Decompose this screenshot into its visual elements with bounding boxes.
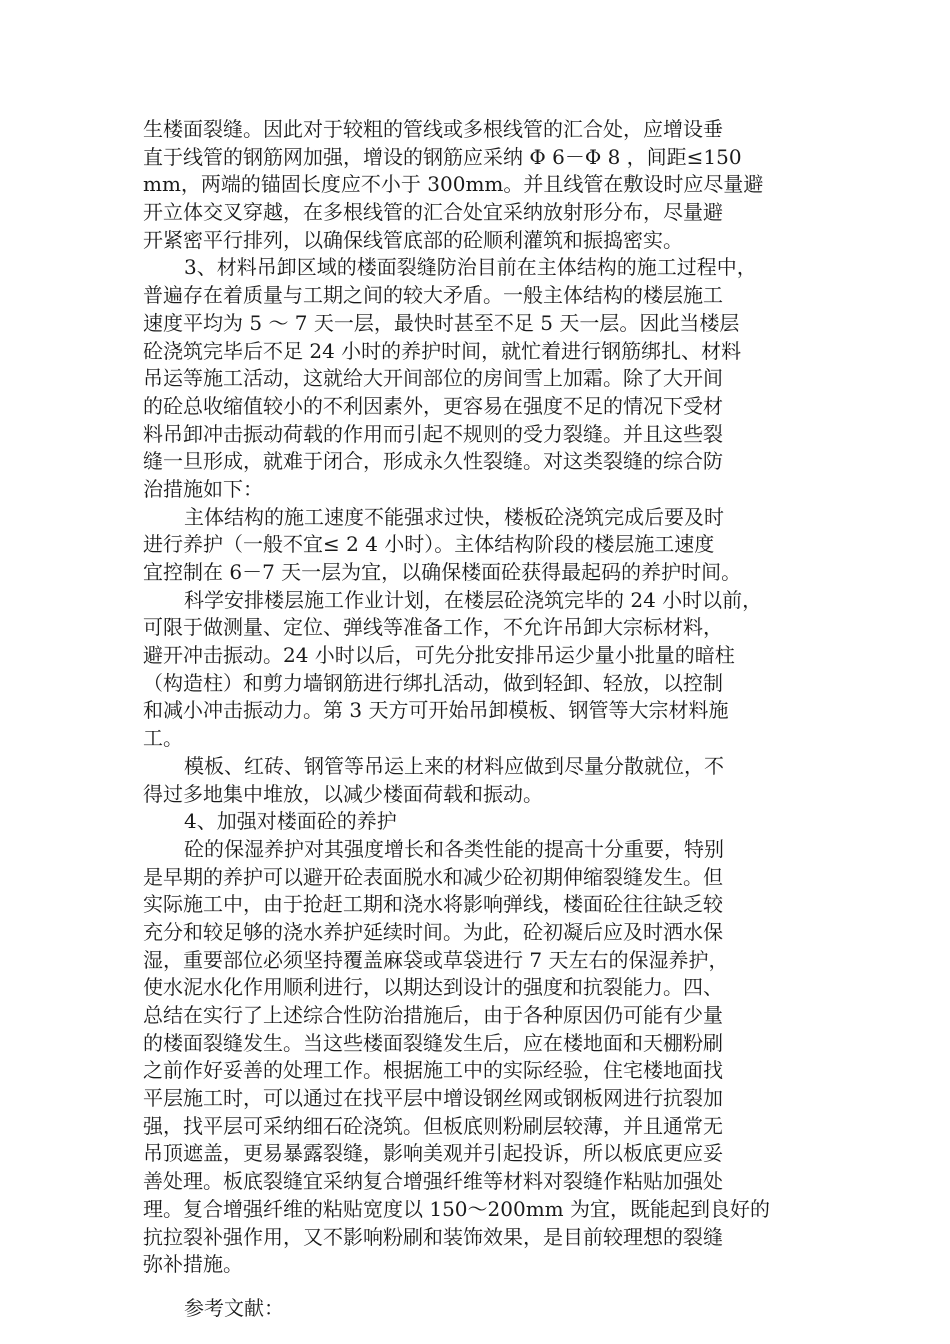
text-line: 强，找平层可采纳细石砼浇筑。但板底则粉刷层较薄，并且通常无: [143, 1113, 723, 1138]
text-line: 缝一旦形成，就难于闭合，形成永久性裂缝。对这类裂缝的综合防: [143, 449, 723, 474]
text-line: 吊运等施工活动，这就给大开间部位的房间雪上加霜。除了大开间: [143, 366, 723, 391]
text-line: 理。复合增强纤维的粘贴宽度以 150～200mm 为宜，既能起到良好的: [143, 1196, 770, 1221]
text-line: 直于线管的钢筋网加强，增设的钢筋应采纳 Φ 6－Φ 8 ，间距≤150: [143, 144, 742, 169]
text-line: 使水泥水化作用顺利进行，以期达到设计的强度和抗裂能力。四、: [143, 975, 723, 1000]
references-heading: 参考文献：: [184, 1295, 284, 1320]
text-line: 工。: [143, 726, 183, 751]
text-line: 料吊卸冲击振动荷载的作用而引起不规则的受力裂缝。并且这些裂: [143, 421, 723, 446]
section-3-heading-line: 3、材料吊卸区域的楼面裂缝防治目前在主体结构的施工过程中，: [184, 255, 757, 280]
text-line: 避开冲击振动。24 小时以后，可先分批安排吊运少量小批量的暗柱: [143, 643, 735, 668]
paragraph-gap: [143, 1279, 813, 1295]
paragraph-start-line: 模板、红砖、钢管等吊运上来的材料应做到尽量分散就位，不: [184, 753, 724, 778]
text-line: 的砼总收缩值较小的不利因素外，更容易在强度不足的情况下受材: [143, 393, 723, 418]
paragraph-start-line: 科学安排楼层施工作业计划，在楼层砼浇筑完毕的 24 小时以前，: [184, 587, 763, 612]
text-line: 进行养护（一般不宜≤ 2 4 小时）。主体结构阶段的楼层施工速度: [143, 532, 715, 557]
text-line: 和减小冲击振动力。第 3 天方可开始吊卸模板、钢管等大宗材料施: [143, 698, 729, 723]
text-line: 开立体交叉穿越，在多根线管的汇合处宜采纳放射形分布，尽量避: [143, 200, 723, 225]
text-line: 可限于做测量、定位、弹线等准备工作，不允许吊卸大宗标材料，: [143, 615, 723, 640]
text-line: 砼浇筑完毕后不足 24 小时的养护时间，就忙着进行钢筋绑扎、材料: [143, 338, 742, 363]
section-4-heading-line: 4、加强对楼面砼的养护: [184, 809, 397, 834]
text-line: 开紧密平行排列，以确保线管底部的砼顺利灌筑和振捣密实。: [143, 227, 683, 252]
text-line: 吊顶遮盖，更易暴露裂缝，影响美观并引起投诉，所以板底更应妥: [143, 1141, 723, 1166]
text-line: 的楼面裂缝发生。当这些楼面裂缝发生后，应在楼地面和天棚粉刷: [143, 1030, 723, 1055]
text-line: 弥补措施。: [143, 1252, 243, 1277]
text-line: 速度平均为 5 ～ 7 天一层，最快时甚至不足 5 天一层。因此当楼层: [143, 310, 740, 335]
text-line: 生楼面裂缝。因此对于较粗的管线或多根线管的汇合处，应增设垂: [143, 117, 723, 141]
text-line: （构造柱）和剪力墙钢筋进行绑扎活动，做到轻卸、轻放，以控制: [143, 670, 723, 695]
text-line: 抗拉裂补强作用，又不影响粉刷和装饰效果，是目前较理想的裂缝: [143, 1224, 723, 1249]
text-line: 实际施工中，由于抢赶工期和浇水将影响弹线，楼面砼往往缺乏较: [143, 892, 723, 917]
text-line: 宜控制在 6－7 天一层为宜，以确保楼面砼获得最起码的养护时间。: [143, 560, 742, 584]
text-line: 治措施如下：: [143, 476, 263, 501]
text-line: 平层施工时，可以通过在找平层中增设钢丝网或钢板网进行抗裂加: [143, 1086, 723, 1111]
text-line: 善处理。板底裂缝宜采纳复合增强纤维等材料对裂缝作粘贴加强处: [143, 1169, 723, 1194]
text-line: 充分和较足够的浇水养护延续时间。为此，砼初凝后应及时洒水保: [143, 919, 723, 944]
text-line: 总结在实行了上述综合性防治措施后，由于各种原因仍可能有少量: [143, 1003, 723, 1027]
text-line: 是早期的养护可以避开砼表面脱水和减少砼初期伸缩裂缝发生。但: [143, 864, 723, 889]
text-line: 湿，重要部位必须坚持覆盖麻袋或草袋进行 7 天左右的保湿养护，: [143, 947, 729, 972]
paragraph-start-line: 砼的保湿养护对其强度增长和各类性能的提高十分重要，特别: [184, 836, 724, 861]
text-line: 之前作好妥善的处理工作。根据施工中的实际经验，住宅楼地面找: [143, 1058, 723, 1083]
paragraph-start-line: 主体结构的施工速度不能强求过快，楼板砼浇筑完成后要及时: [184, 504, 724, 529]
document-body: [143, 116, 813, 1323]
text-line: 普遍存在着质量与工期之间的较大矛盾。一般主体结构的楼层施工: [143, 283, 723, 308]
text-line: 得过多地集中堆放，以减少楼面荷载和振动。: [143, 781, 543, 806]
text-line: mm，两端的锚固长度应不小于 300mm。并且线管在敷设时应尽量避: [143, 172, 764, 197]
